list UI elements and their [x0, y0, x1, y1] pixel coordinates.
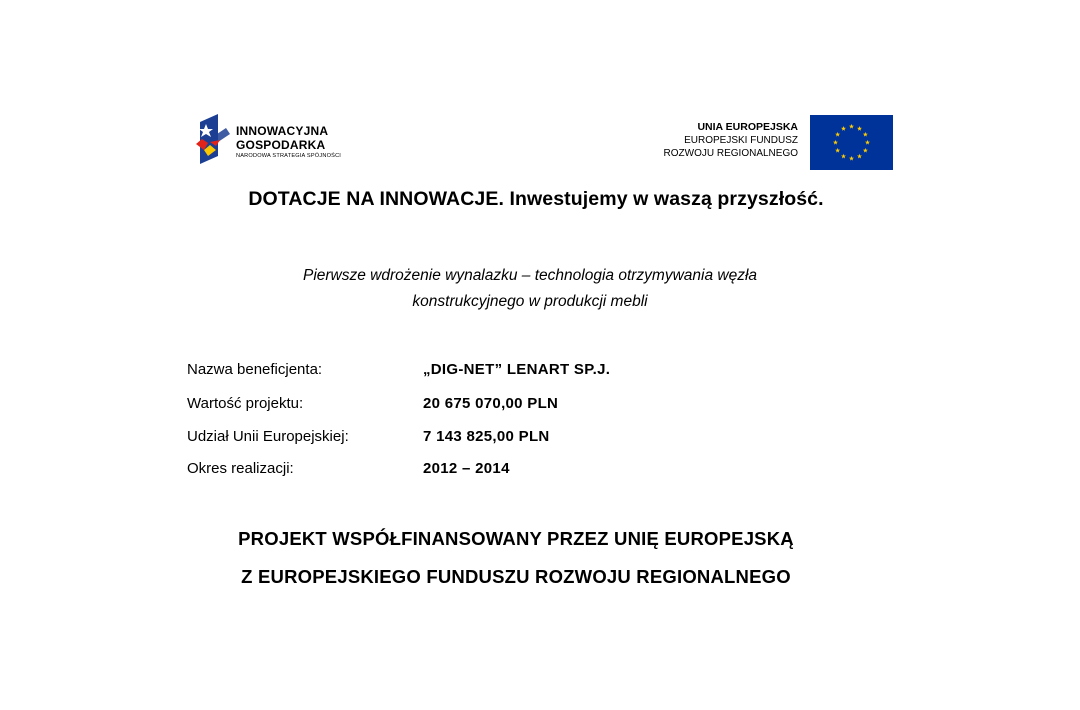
eu-flag-icon — [810, 115, 893, 170]
cofinancing-statement-line-2: Z EUROPEJSKIEGO FUNDUSZU ROZWOJU REGIONALNEGO — [241, 566, 791, 587]
project-value-value: 20 675 070,00 PLN — [423, 395, 559, 412]
project-title-line-1: Pierwsze wdrożenie wynalazku – technologia otrzymywania węzła — [302, 267, 758, 284]
eu-logo-line-fundusz: EUROPEJSKI FUNDUSZ — [684, 134, 798, 146]
logo-line-gospodarka: GOSPODARKA — [236, 138, 326, 152]
project-title-line-2: konstrukcyjnego w produkcji mebli — [412, 293, 648, 310]
innowacyjna-gospodarka-logo — [196, 114, 366, 164]
cofinancing-statement-line-1: PROJEKT WSPÓŁFINANSOWANY PRZEZ UNIĘ EUROPEJSKĄ — [238, 528, 794, 549]
innowacyjna-gospodarka-mark-icon — [196, 114, 230, 164]
period-value: 2012 – 2014 — [423, 460, 510, 477]
logo-line-strategia: NARODOWA STRATEGIA SPÓJNOŚCI — [236, 153, 342, 159]
beneficiary-label: Nazwa beneficjenta: — [187, 361, 323, 378]
eu-share-label: Udział Unii Europejskiej: — [187, 428, 349, 445]
eu-share-value: 7 143 825,00 PLN — [423, 428, 550, 445]
eu-logo-line-unia: UNIA EUROPEJSKA — [697, 121, 798, 133]
project-title — [200, 263, 860, 315]
eu-logo-text — [664, 122, 798, 159]
beneficiary-value: „DIG-NET” LENART SP.J. — [423, 361, 611, 378]
headline: DOTACJE NA INNOWACJE. Inwestujemy w waszą przyszłość. — [248, 188, 824, 210]
logo-line-innowacyjna: INNOWACYJNA — [236, 124, 329, 138]
eu-logo-line-rozwoju: ROZWOJU REGIONALNEGO — [663, 147, 798, 159]
project-value-label: Wartość projektu: — [187, 395, 304, 412]
period-label: Okres realizacji: — [187, 460, 294, 477]
